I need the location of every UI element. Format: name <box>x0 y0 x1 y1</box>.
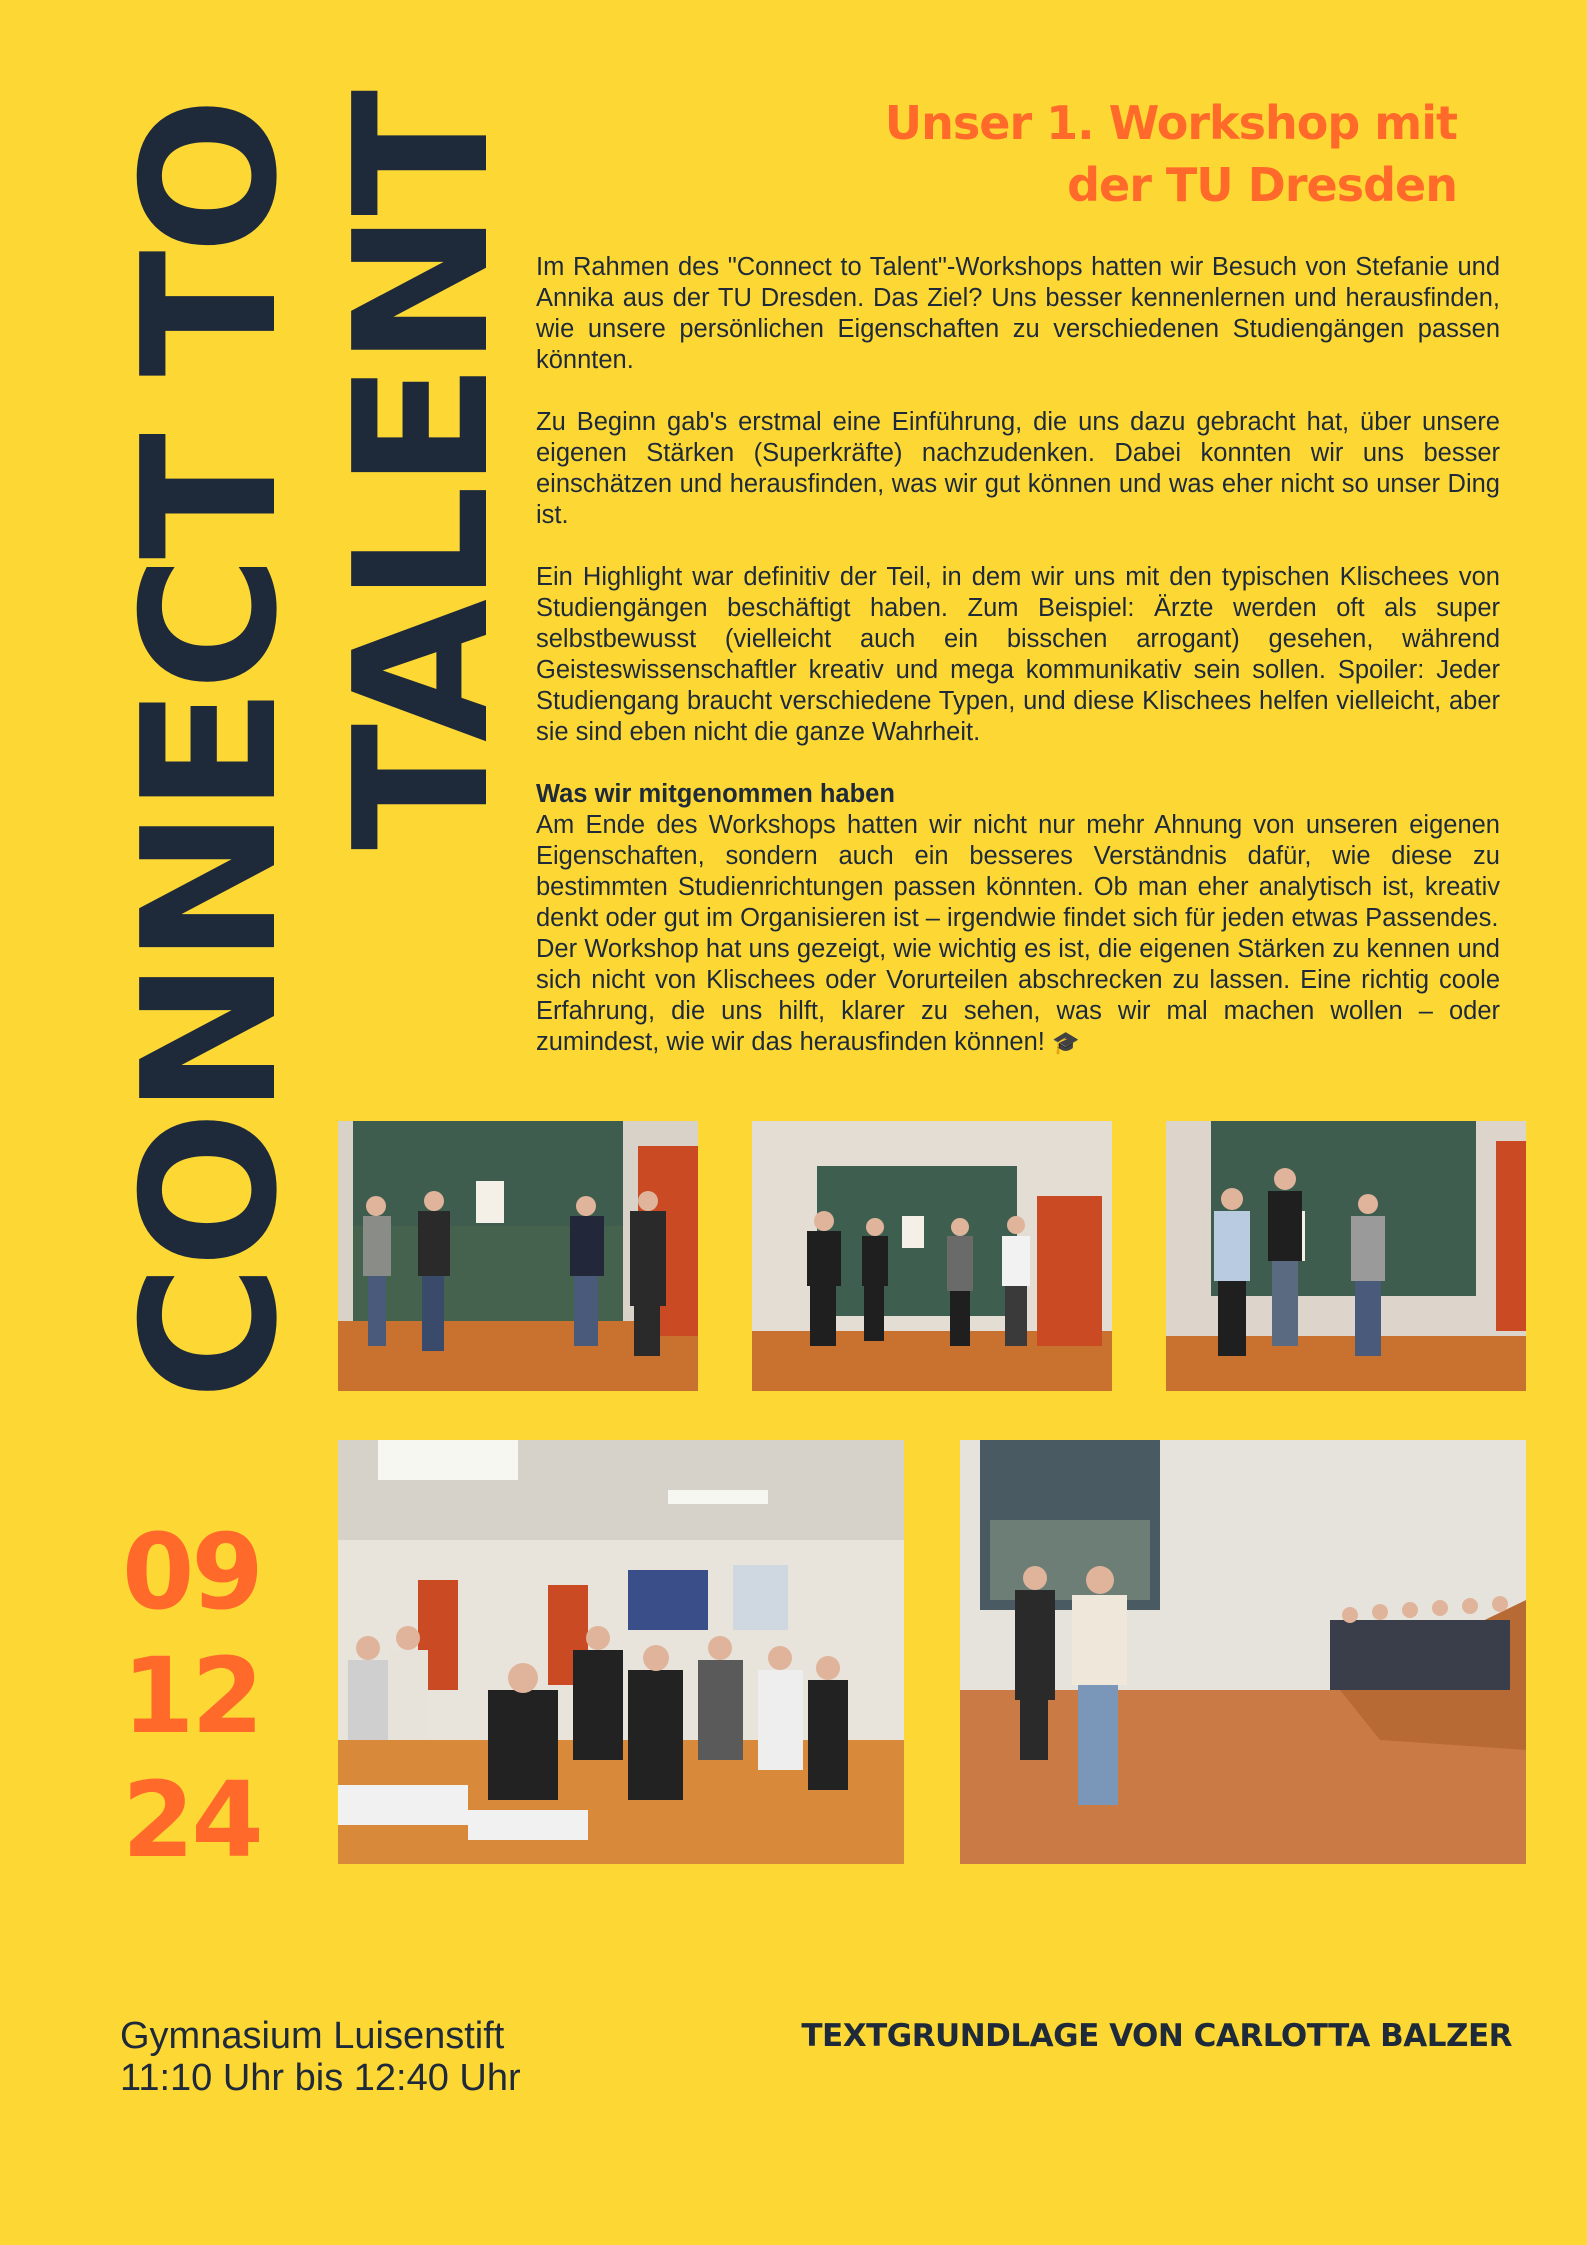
paragraph-takeaways: Am Ende des Workshops hatten wir nicht nur mehr Ahnung von unseren eigenen Eigenschaften, sondern auch ein besseres Verständnis dafür, wie diese zu bestimmten Studienrichtungen passen könnten. Ob man eher analytisch ist, kreativ denkt oder gut im Organisieren ist – irgendwie findet sich für jeden etwas Passendes. <box>536 811 1500 932</box>
subheading-takeaways: Was wir mitgenommen haben <box>536 780 895 808</box>
date-year: 24 <box>122 1759 261 1881</box>
graduation-cap-icon: 🎓 <box>1051 1030 1080 1055</box>
article-body <box>536 252 1500 1058</box>
paragraph-intro: Im Rahmen des "Connect to Talent"-Workshops hatten wir Besuch von Stefanie und Annika aus der TU Dresden. Das Ziel? Uns besser kennenlernen und herausfinden, wie unsere persönlichen Eigenschaften zu verschiedenen Studiengängen passen könnten. <box>536 253 1500 374</box>
paragraph-introduction-phase: Zu Beginn gab's erstmal eine Einführung, die uns dazu gebracht hat, über unsere eigenen Stärken (Superkräfte) nachzudenken. Dabei konnten wir uns besser einschätzen und herausfinden, was wir gut können und was eher nicht so unser Ding ist. <box>536 408 1500 529</box>
heading-line-1: Unser 1. Workshop mit <box>884 96 1457 150</box>
date-month: 12 <box>122 1635 261 1757</box>
event-date <box>122 1510 261 1882</box>
title-line-2: TALENT <box>314 93 530 850</box>
photo-classroom-group <box>338 1440 904 1864</box>
venue-time: 11:10 Uhr bis 12:40 Uhr <box>120 2057 521 2099</box>
venue-school: Gymnasium Luisenstift <box>120 2015 505 2057</box>
author-credit: TEXTGRUNDLAGE VON CARLOTTA BALZER <box>801 2018 1512 2054</box>
paragraph-conclusion-text: Der Workshop hat uns gezeigt, wie wichtig es ist, die eigenen Stärken zu kennen und sich nicht von Klischees oder Vorurteilen abschrecken zu lassen. Eine richtig coole Erfahrung, die uns hilft, klarer zu sehen, was wir mal machen wollen – oder zumindest, wie wir das herausfinden können! <box>536 935 1500 1056</box>
photo-lecture-hall <box>960 1440 1526 1864</box>
photo-students-chalkboard-3 <box>1166 1121 1526 1391</box>
paragraph-highlight: Ein Highlight war definitiv der Teil, in dem wir uns mit den typischen Klischees von Studiengängen beschäftigt haben. Zum Beispiel: Ärzte werden oft als super selbstbewusst (vielleicht auch ein bisschen arrogant) gesehen, während Geisteswissenschaftler kreativ und mega kommunikativ sein sollen. Spoiler: Jeder Studiengang braucht verschiedene Typen, und diese Klischees helfen vielleicht, aber sie sind eben nicht die ganze Wahrheit. <box>536 563 1500 746</box>
article-heading <box>885 92 1457 216</box>
paragraph-conclusion <box>536 934 1500 1058</box>
date-day: 09 <box>122 1511 261 1633</box>
photo-students-chalkboard-1 <box>338 1121 698 1391</box>
photo-students-chalkboard-2 <box>752 1121 1112 1391</box>
venue-info <box>120 2015 521 2099</box>
title-line-1: CONNECT TO <box>102 101 318 1400</box>
heading-line-2: der TU Dresden <box>1067 158 1457 212</box>
